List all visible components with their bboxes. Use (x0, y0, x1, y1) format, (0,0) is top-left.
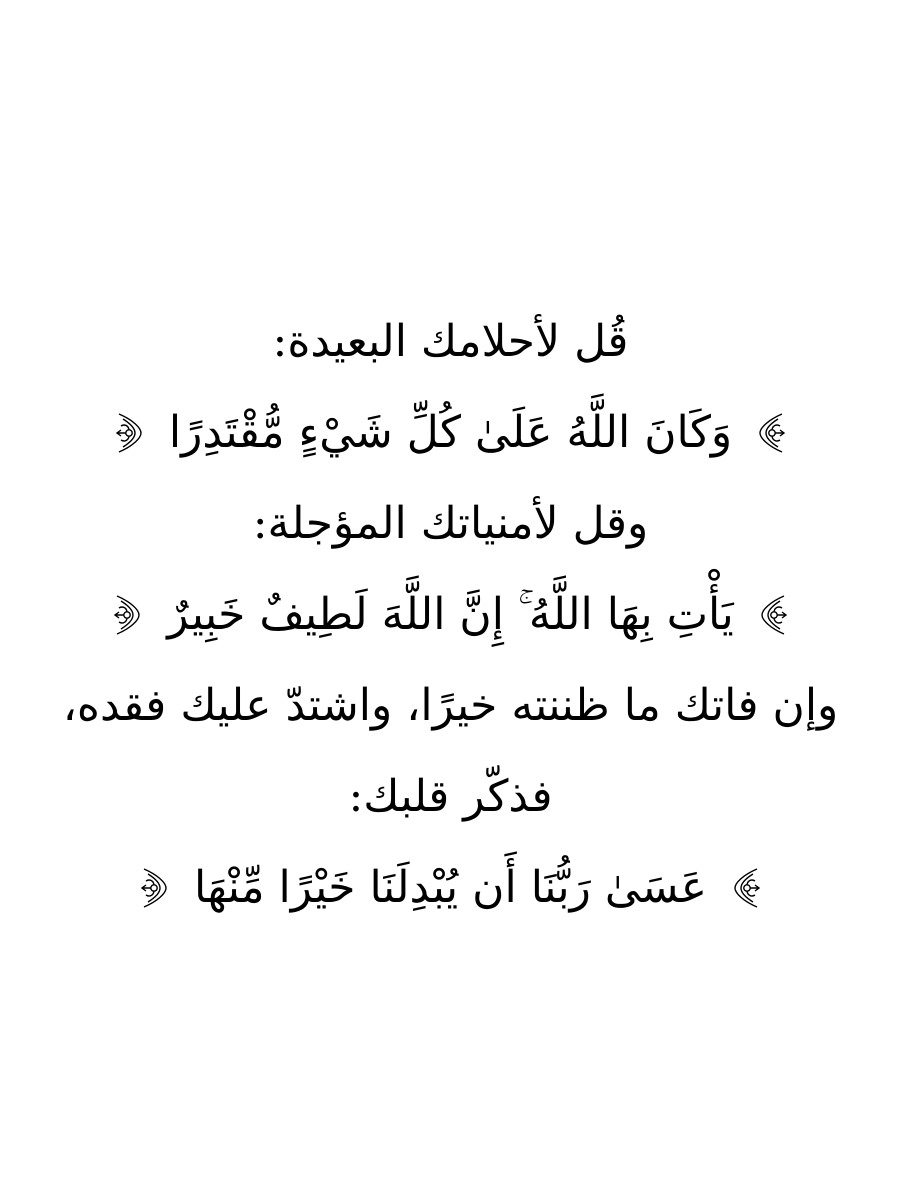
ornate-bracket-close-icon (107, 592, 149, 638)
text-block (0, 296, 901, 933)
ornate-bracket-open-icon (752, 592, 794, 638)
text-line-1: قُل لأحلامك البعيدة: (272, 316, 629, 367)
ornate-bracket-open-icon (725, 865, 767, 911)
verse-text: يَأْتِ بِهَا اللَّهُ ۚ إِنَّ اللَّهَ لَطِيفٌ خَبِيرٌ (167, 589, 734, 640)
text-line-5: وإن فاتك ما ظننته خيرًا، واشتدّ عليك فقده، (62, 680, 839, 731)
ornate-bracket-open-icon (750, 410, 792, 456)
ornate-bracket-close-icon (134, 865, 176, 911)
quran-verse-2 (0, 569, 901, 660)
verse-text: وَكَانَ اللَّهُ عَلَىٰ كُلِّ شَيْءٍ مُّقْتَدِرًا (168, 407, 733, 458)
quran-verse-3 (0, 842, 901, 933)
text-line-3: وقل لأمنياتك المؤجلة: (252, 498, 649, 549)
verse-text: عَسَىٰ رَبُّنَا أَن يُبْدِلَنَا خَيْرًا مِّنْهَا (193, 862, 708, 913)
text-line-6: فذكّر قلبك: (348, 771, 553, 822)
quran-verse-1 (0, 387, 901, 478)
ornate-bracket-close-icon (109, 410, 151, 456)
